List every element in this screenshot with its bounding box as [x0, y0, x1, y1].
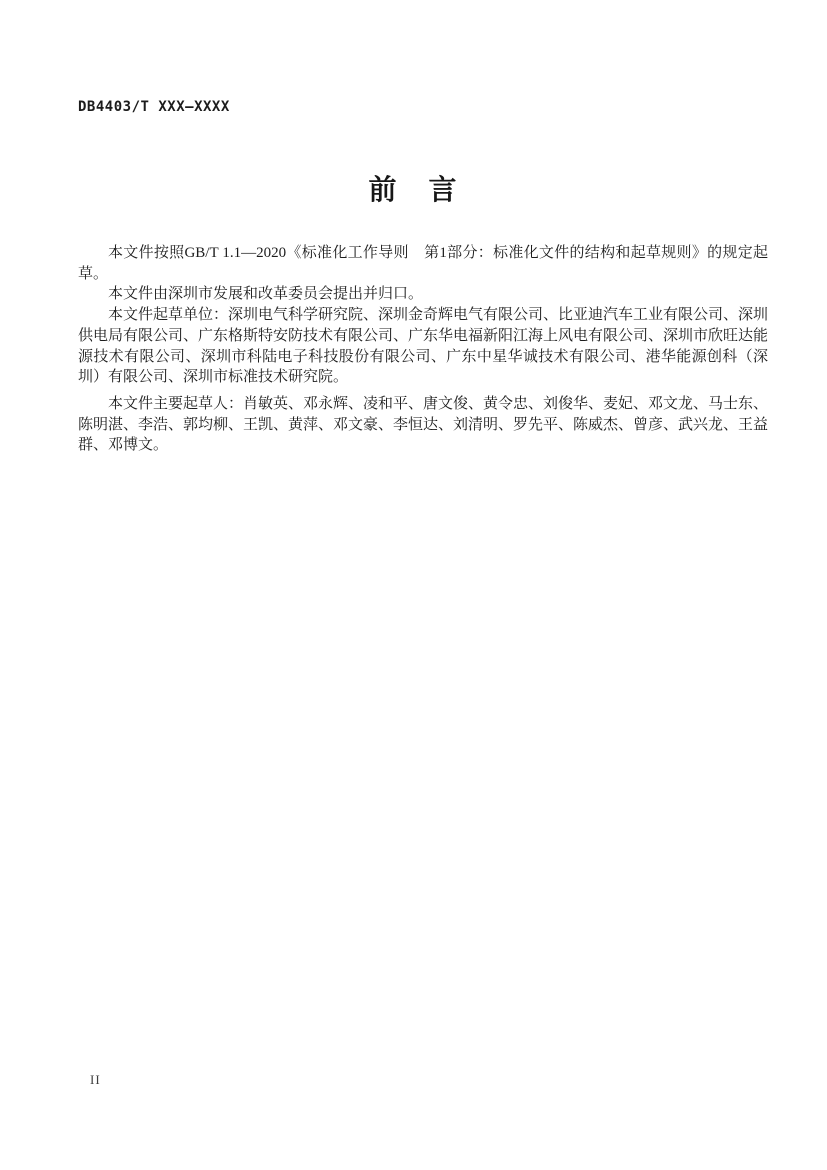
page-number: II	[90, 1072, 101, 1087]
paragraph-drafting-basis: 本文件按照GB/T 1.1—2020《标准化工作导则 第1部分：标准化文件的结构和起草规则》的规定起草。	[78, 245, 768, 282]
foreword-title: 前 言	[368, 174, 459, 205]
paragraph-main-drafters: 本文件主要起草人：肖敏英、邓永辉、凌和平、唐文俊、黄令忠、刘俊华、麦妃、邓文龙、马士东、陈明湛、李浩、郭均柳、王凯、黄萍、邓文豪、李恒达、刘清明、罗先平、陈威杰、曾彦、武兴龙、王益群、邓博文。	[78, 395, 769, 454]
foreword-body	[78, 243, 768, 456]
standard-code-header: DB4403/T XXX—XXXX	[78, 99, 230, 115]
paragraph-drafting-organizations: 本文件起草单位：深圳电气科学研究院、深圳金奇辉电气有限公司、比亚迪汽车工业有限公司、深圳供电局有限公司、广东格斯特安防技术有限公司、广东华电福新阳江海上风电有限公司、深圳市欣旺达能源技术有限公司、深圳市科陆电子科技股份有限公司、广东中星华诚技术有限公司、港华能源创科（深圳）有限公司、深圳市标准技术研究院。	[78, 307, 769, 386]
paragraph-proposing-body: 本文件由深圳市发展和改革委员会提出并归口。	[108, 286, 424, 303]
